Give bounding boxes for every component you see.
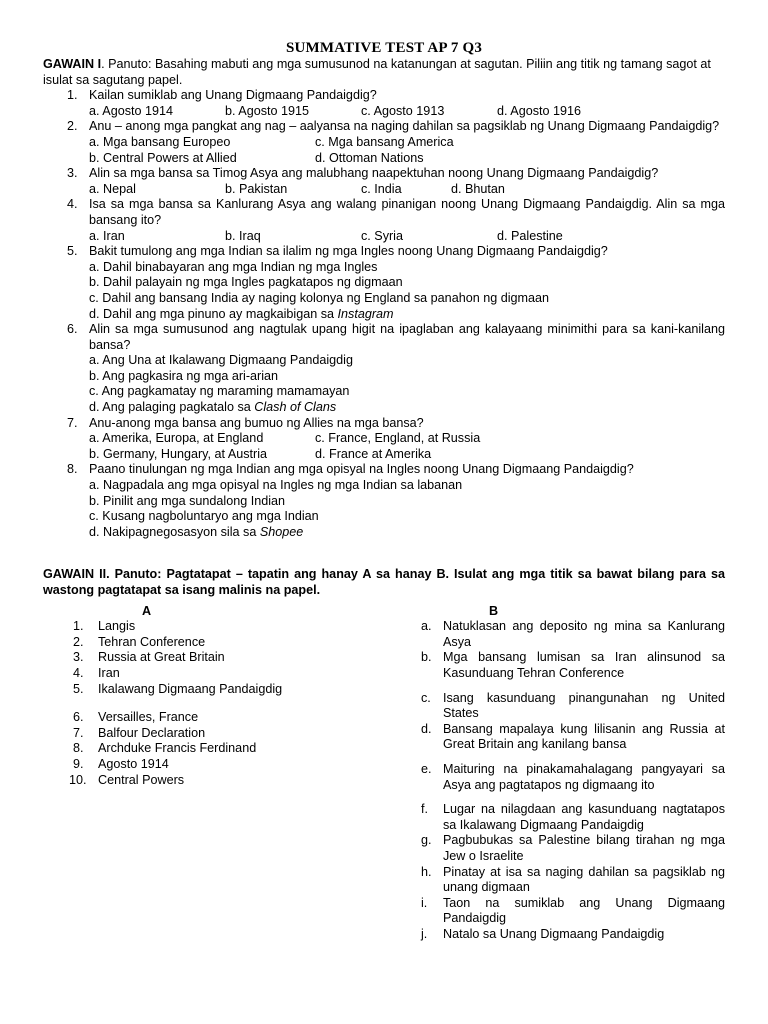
question-number: 4. [67,197,78,212]
item-text: Agosto 1914 [98,756,169,771]
option-italic: Instagram [337,306,394,321]
option: a. Nagpadala ang mga opisyal na Ingles ng mga Indian sa labanan [89,478,463,493]
part1-label: GAWAIN I [43,57,102,71]
question-item [43,416,725,463]
column-b-item [417,833,725,864]
question-text: Kailan sumiklab ang Unang Digmaang Pandaigdig? [89,88,377,103]
option-italic: Clash of Clans [254,400,337,415]
option-with-italic [89,307,725,323]
item-number: 10. [69,772,87,787]
option: a. Amerika, Europa, at England [89,431,264,446]
part2-instructions: GAWAIN II. Panuto: Pagtatapat – tapatin ang hanay A sa hanay B. Isulat ang mga titik sa bawat bilang para sa wastong pagtatapat sa isang malinis na papel. [43,567,725,597]
item-number: 1. [73,619,84,634]
question-item [43,462,725,540]
item-text: Natuklasan ang deposito ng mina sa Kanlurang Asya [443,619,725,649]
item-text: Taon na sumiklab ang Unang Digmaang Pandaigdig [443,895,725,926]
item-text: Pagbubukas sa Palestine bilang tirahan ng mga Jew o Israelite [443,833,725,863]
column-b-item [417,896,725,927]
option: a. Iran [89,228,125,243]
question-text: Alin sa mga sumusunod ang nagtulak upang higit na ipaglaban ang kalayaang minimithi para sa kani-kanilang bansa? [89,322,725,352]
item-text: Mga bansang lumisan sa Iran alinsunod sa Kasunduang Tehran Conference [443,650,725,680]
item-letter: b. [421,650,432,665]
question-item [43,322,725,416]
option: c. Kusang nagboluntaryo ang mga Indian [89,509,319,524]
option-with-italic [89,525,725,541]
item-text: Lugar na nilagdaan ang kasunduang nagtatapos sa Ikalawang Digmaang Pandaigdig [443,802,725,832]
item-number: 9. [73,756,84,771]
question-item [43,88,725,119]
option: b. Iraq [225,228,261,243]
column-a-spacer [43,697,383,710]
question-text: Isa sa mga bansa sa Kanlurang Asya ang walang pinanigan noong Unang Digmaang Pandaigdig. Alin sa mga bansang ito? [89,197,725,227]
option: a. Dahil binabayaran ang mga Indian ng mga Ingles [89,259,378,274]
option: d. Bhutan [451,181,505,196]
item-letter: f. [421,802,428,817]
document-body [43,57,725,941]
column-b [417,604,725,943]
option: d. Ottoman Nations [315,150,424,165]
options-row [89,182,725,198]
question-number: 8. [67,462,78,477]
column-b-item [417,619,725,650]
item-text: Bansang mapalaya kung lilisanin ang Russia at Great Britain ang kanilang bansa [443,721,725,752]
item-letter: h. [421,864,432,879]
column-b-item [417,691,725,722]
option: b. Agosto 1915 [225,103,310,118]
option: b. Dahil palayain ng mga Ingles pagkatapos ng digmaan [89,275,403,290]
column-a-item [43,773,383,789]
item-number: 7. [73,725,84,740]
item-text: Tehran Conference [98,634,206,649]
item-letter: e. [421,761,432,776]
question-number: 2. [67,119,78,134]
item-text: Langis [98,619,136,634]
option: b. Germany, Hungary, at Austria [89,446,268,461]
question-text: Anu-anong mga bansa ang bumuo ng Allies na mga bansa? [89,415,424,430]
column-a-item [43,650,383,666]
question-item [43,244,725,322]
item-text: Maituring na pinakamahalagang pangyayari sa Asya ang pagtatapos ng digmaang ito [443,761,725,792]
item-number: 8. [73,741,84,756]
option: d. Ang palaging pagkatalo sa [89,400,255,415]
column-b-spacer [417,682,725,691]
option: a. Ang Una at Ikalawang Digmaang Pandaigdig [89,353,353,368]
item-number: 6. [73,710,84,725]
column-a-header: A [142,603,152,618]
question-item [43,197,725,244]
part1-instructions-text: . Panuto: Basahing mabuti ang mga sumusunod na katanungan at sagutan. Piliin ang titik ng tamang sagot at isulat sa sagutang papel. [43,57,711,87]
column-b-spacer [417,793,725,802]
item-letter: d. [421,721,432,736]
option-italic: Shopee [259,524,304,539]
column-b-item [417,650,725,681]
column-a-item [43,619,383,635]
option: d. France at Amerika [315,446,432,461]
item-letter: a. [421,619,432,634]
column-b-item [417,865,725,896]
option: c. Mga bansang America [315,134,454,149]
item-text: Pinatay at isa sa naging dahilan sa pagsiklab ng unang digmaan [443,864,725,895]
option: c. Ang pagkamatay ng maraming mamamayan [89,384,350,399]
question-text: Anu – anong mga pangkat ang nag – aalyansa na naging dahilan sa pagsiklab ng Unang Digmaang Pandaigdig? [89,119,720,134]
options-row [89,151,725,167]
item-number: 4. [73,665,84,680]
option: b. Central Powers at Allied [89,150,237,165]
question-number: 7. [67,415,78,430]
option: d. Agosto 1916 [497,103,582,118]
column-b-item [417,762,725,793]
column-a [43,604,383,789]
item-text: Versailles, France [98,710,199,725]
option: c. Syria [361,228,403,243]
option: d. Palestine [497,228,563,243]
option: c. France, England, at Russia [315,431,481,446]
column-b-item [417,802,725,833]
option: d. Dahil ang mga pinuno ay magkaibigan sa [89,306,338,321]
item-number: 3. [73,650,84,665]
question-item [43,119,725,166]
column-b-header: B [489,603,499,618]
column-a-item [43,710,383,726]
question-number: 3. [67,166,78,181]
option: b. Pinilit ang mga sundalong Indian [89,493,286,508]
option: c. Agosto 1913 [361,103,445,118]
column-b-spacer [417,753,725,762]
column-a-item [43,666,383,682]
column-b-item [417,927,725,943]
option: b. Ang pagkasira ng mga ari-arian [89,368,279,383]
question-list [43,88,725,540]
options-row [89,104,725,120]
question-number: 6. [67,322,78,337]
question-number: 5. [67,244,78,259]
item-letter: i. [421,895,428,910]
column-a-item [43,635,383,651]
page-title: SUMMATIVE TEST AP 7 Q3 [285,40,483,56]
item-text: Ikalawang Digmaang Pandaigdig [98,681,283,696]
column-a-item [43,726,383,742]
item-number: 2. [73,634,84,649]
part1-instructions [43,57,725,88]
item-text: Central Powers [98,772,185,787]
item-text: Iran [98,665,120,680]
option: c. Dahil ang bansang India ay naging kolonya ng England sa panahon ng digmaan [89,290,550,305]
options-row [89,229,725,245]
column-b-item [417,722,725,753]
item-letter: j. [421,926,428,941]
option: c. India [361,181,402,196]
question-number: 1. [67,88,78,103]
section-gap [43,540,725,567]
options-row [89,135,725,151]
option: d. Nakipagnegosasyon sila sa [89,524,260,539]
item-text: Natalo sa Unang Digmaang Pandaigdig [443,926,665,941]
item-text: Isang kasunduang pinangunahan ng United States [443,690,725,721]
item-letter: g. [421,833,432,848]
question-text: Alin sa mga bansa sa Timog Asya ang malubhang naapektuhan noong Unang Digmaang Pandaigdig? [89,166,659,181]
option: a. Mga bansang Europeo [89,134,231,149]
item-text: Russia at Great Britain [98,650,225,665]
option: b. Pakistan [225,181,288,196]
question-text: Paano tinulungan ng mga Indian ang mga opisyal na Ingles noong Unang Digmaang Pandaigdig? [89,462,634,477]
question-item [43,166,725,197]
item-number: 5. [73,681,84,696]
column-a-item [43,741,383,757]
options-row [89,447,725,463]
item-letter: c. [421,690,431,705]
option-with-italic [89,400,725,416]
item-text: Balfour Declaration [98,725,206,740]
item-text: Archduke Francis Ferdinand [98,741,257,756]
option: a. Nepal [89,181,136,196]
option: a. Agosto 1914 [89,103,174,118]
options-row [89,431,725,447]
column-a-item [43,757,383,773]
column-a-item [43,682,383,698]
question-text: Bakit tumulong ang mga Indian sa ilalim ng mga Ingles noong Unang Digmaang Pandaigdig? [89,244,608,259]
